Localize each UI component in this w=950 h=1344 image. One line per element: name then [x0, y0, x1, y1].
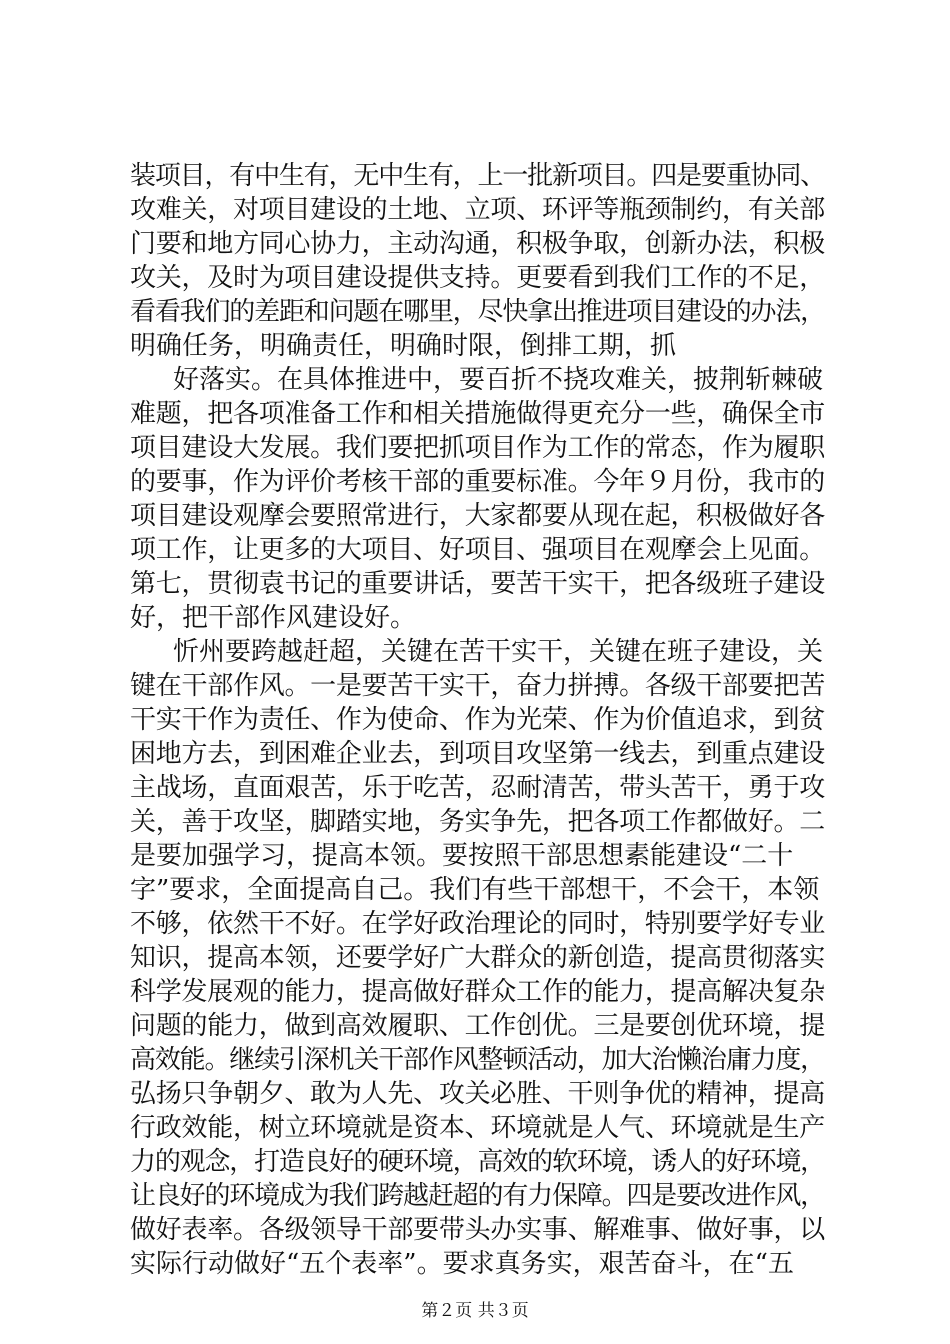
text-line: 攻关，及时为项目建设提供支持。更要看到我们工作的不足， [130, 263, 826, 293]
text-line: 弘扬只争朝夕、敢为人先、攻关必胜、干则争优的精神，提高 [130, 1079, 826, 1109]
text-line: 好，把干部作风建设好。 [130, 603, 417, 633]
text-line: 项目建设大发展。我们要把抓项目作为工作的常态，作为履职 [130, 433, 826, 463]
text-line: 困地方去，到困难企业去，到项目攻坚第一线去，到重点建设 [130, 739, 826, 769]
text-line: 攻难关，对项目建设的土地、立项、环评等瓶颈制约，有关部 [130, 195, 826, 225]
page-footer: 第２页 共３页 [421, 1301, 529, 1321]
text-line: 项目建设观摩会要照常进行，大家都要从现在起，积极做好各 [130, 501, 826, 531]
text-line: 力的观念，打造良好的硬环境，高效的软环境，诱人的好环境， [130, 1147, 826, 1177]
text-line: 明确任务，明确责任，明确时限，倒排工期，抓 [130, 331, 677, 361]
text-line: 让良好的环境成为我们跨越赶超的有力保障。四是要改进作风， [130, 1181, 826, 1211]
text-line: 看看我们的差距和问题在哪里，尽快拿出推进项目建设的办法， [130, 297, 826, 327]
text-line: 忻州要跨越赶超，关键在苦干实干，关键在班子建设，关 [173, 637, 824, 667]
text-line: 项工作，让更多的大项目、好项目、强项目在观摩会上见面。 [130, 535, 826, 565]
text-line: 主战场，直面艰苦，乐于吃苦，忍耐清苦，带头苦干，勇于攻 [130, 773, 826, 803]
text-line: 不够，依然干不好。在学好政治理论的同时，特别要学好专业 [130, 909, 826, 939]
text-line: 门要和地方同心协力，主动沟通，积极争取，创新办法，积极 [130, 229, 826, 259]
text-line: 关，善于攻坚，脚踏实地，务实争先，把各项工作都做好。二 [130, 807, 826, 837]
text-line: 实际行动做好“五个表率”。要求真务实，艰苦奋斗，在“五 [130, 1249, 794, 1279]
text-line: 做好表率。各级领导干部要带头办实事、解难事、做好事，以 [130, 1215, 826, 1245]
text-line: 装项目，有中生有，无中生有，上一批新项目。四是要重协同、 [130, 161, 826, 191]
text-line: 键在干部作风。一是要苦干实干，奋力拼搏。各级干部要把苦 [130, 671, 826, 701]
text-line: 字”要求，全面提高自己。我们有些干部想干，不会干，本领 [130, 875, 820, 905]
text-line: 难题，把各项准备工作和相关措施做得更充分一些，确保全市 [130, 399, 826, 429]
text-line: 的要事，作为评价考核干部的重要标准。今年９月份，我市的 [130, 467, 826, 497]
text-line: 好落实。在具体推进中，要百折不挠攻难关，披荆斩棘破 [173, 365, 824, 395]
text-line: 行政效能，树立环境就是资本、环境就是人气、环境就是生产 [130, 1113, 826, 1143]
text-line: 干实干作为责任、作为使命、作为光荣、作为价值追求，到贫 [130, 705, 826, 735]
text-line: 高效能。继续引深机关干部作风整顿活动，加大治懒治庸力度， [130, 1045, 826, 1075]
text-line: 第七，贯彻袁书记的重要讲话，要苦干实干，把各级班子建设 [130, 569, 826, 599]
text-line: 科学发展观的能力，提高做好群众工作的能力，提高解决复杂 [130, 977, 826, 1007]
text-line: 知识，提高本领，还要学好广大群众的新创造，提高贯彻落实 [130, 943, 826, 973]
text-line: 是要加强学习，提高本领。要按照干部思想素能建设“二十 [130, 841, 794, 871]
body-text [130, 159, 825, 1281]
text-line: 问题的能力，做到高效履职、工作创优。三是要创优环境，提 [130, 1011, 826, 1041]
